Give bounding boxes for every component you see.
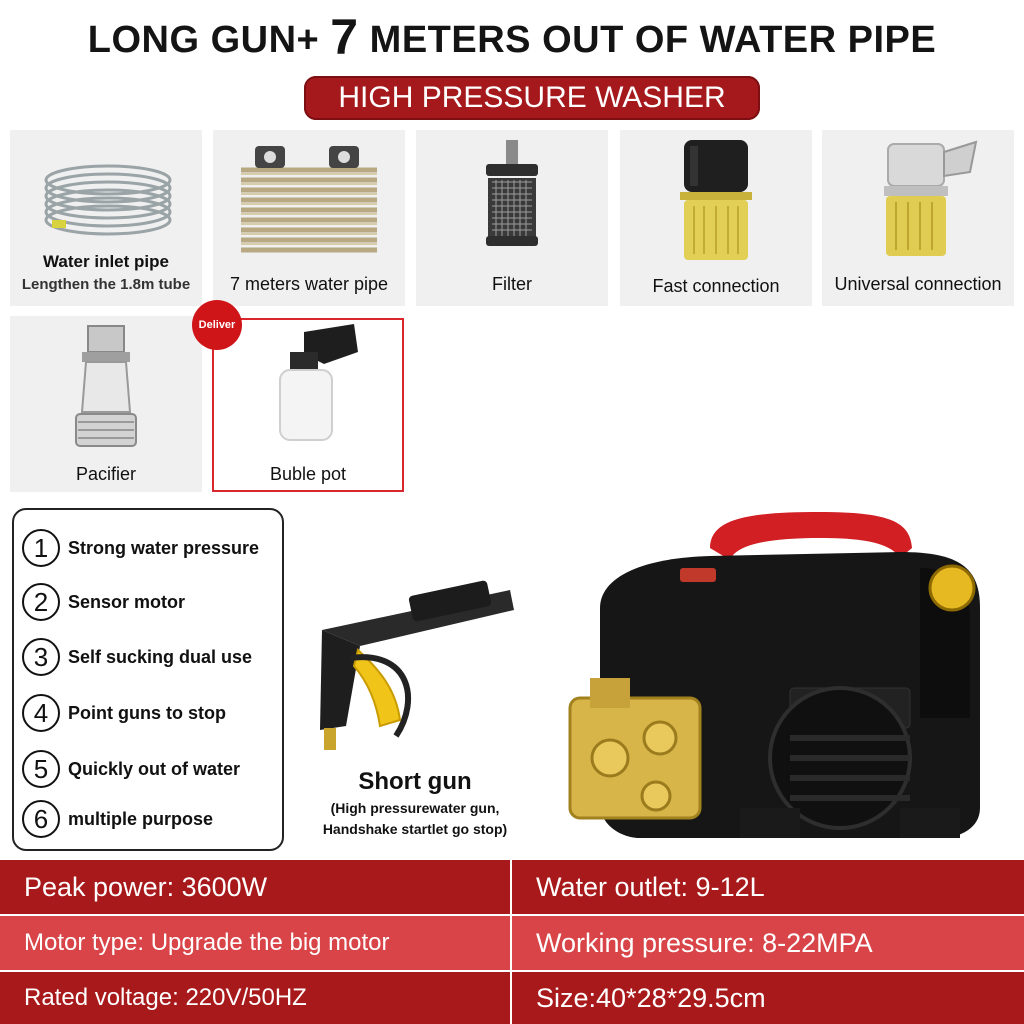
foam-pot-icon [264,324,364,444]
feature-text: Strong water pressure [68,537,260,558]
accessory-label: 7 meters water pipe [229,274,389,294]
accessory-tile-filter [416,130,608,306]
feature-text: Quickly out of water [68,758,241,779]
accessory-tile-inlet-pipe [10,130,202,306]
feature-item [22,637,252,677]
spec-working-pressure: Working pressure: 8-22MPA [512,916,1024,970]
accessory-tile-buble-pot [212,318,404,492]
spec-size: Size:40*28*29.5cm [512,972,1024,1024]
feature-number: 5 [22,750,60,788]
specs-table [0,860,1024,1024]
filter-icon [472,138,552,258]
feature-text: multiple purpose [68,808,214,829]
pacifier-adapter-icon [66,322,146,452]
spec-peak-power: Peak power: 3600W [0,860,512,914]
page-title [0,8,1024,66]
feature-item [22,799,213,839]
feature-item [22,528,259,568]
feature-text: Sensor motor [68,591,186,612]
accessory-tile-pacifier [10,316,202,492]
title-prefix: LONG GUN+ [87,19,320,61]
accessory-label: Filter [492,274,532,294]
quick-connector-icon [670,136,762,266]
product-banner: HIGH PRESSURE WASHER [304,76,760,120]
pressure-washer-image [560,508,1016,858]
feature-number: 3 [22,638,60,676]
gun-title: Short gun [358,768,472,795]
gun-description-2: Handshake startlet go stop) [322,821,508,837]
accessory-sublabel: Lengthen the 1.8m tube [21,276,191,293]
accessory-label: Fast connection [652,276,780,296]
gun-description-1: (High pressurewater gun, [330,800,500,816]
reinforced-hose-icon [233,140,385,260]
spec-rated-voltage: Rated voltage: 220V/50HZ [0,972,512,1024]
accessory-tile-fast-connection [620,130,812,306]
spec-motor-type: Motor type: Upgrade the big motor [0,916,512,970]
gun-caption [300,768,530,838]
feature-list [12,508,284,851]
deliver-badge: Deliver [192,300,242,350]
universal-connector-icon [870,136,980,266]
coiled-hose-icon [38,140,178,250]
feature-number: 6 [22,800,60,838]
feature-number: 2 [22,583,60,621]
feature-item [22,582,185,622]
title-number: 7 [330,9,359,65]
accessory-label: Universal connection [834,274,1002,294]
feature-text: Self sucking dual use [68,646,253,667]
accessory-tile-water-pipe [213,130,405,306]
spray-gun-image [300,580,520,760]
title-suffix: METERS OUT OF WATER PIPE [369,19,937,61]
feature-number: 1 [22,529,60,567]
accessory-label: Buble pot [269,464,347,484]
feature-text: Point guns to stop [68,702,226,723]
feature-number: 4 [22,694,60,732]
accessory-label: Pacifier [75,464,137,484]
feature-item [22,693,226,733]
accessory-tile-universal-connection [822,130,1014,306]
spec-water-outlet: Water outlet: 9-12L [512,860,1024,914]
accessory-label: Water inlet pipe [43,252,169,271]
feature-item [22,749,240,789]
